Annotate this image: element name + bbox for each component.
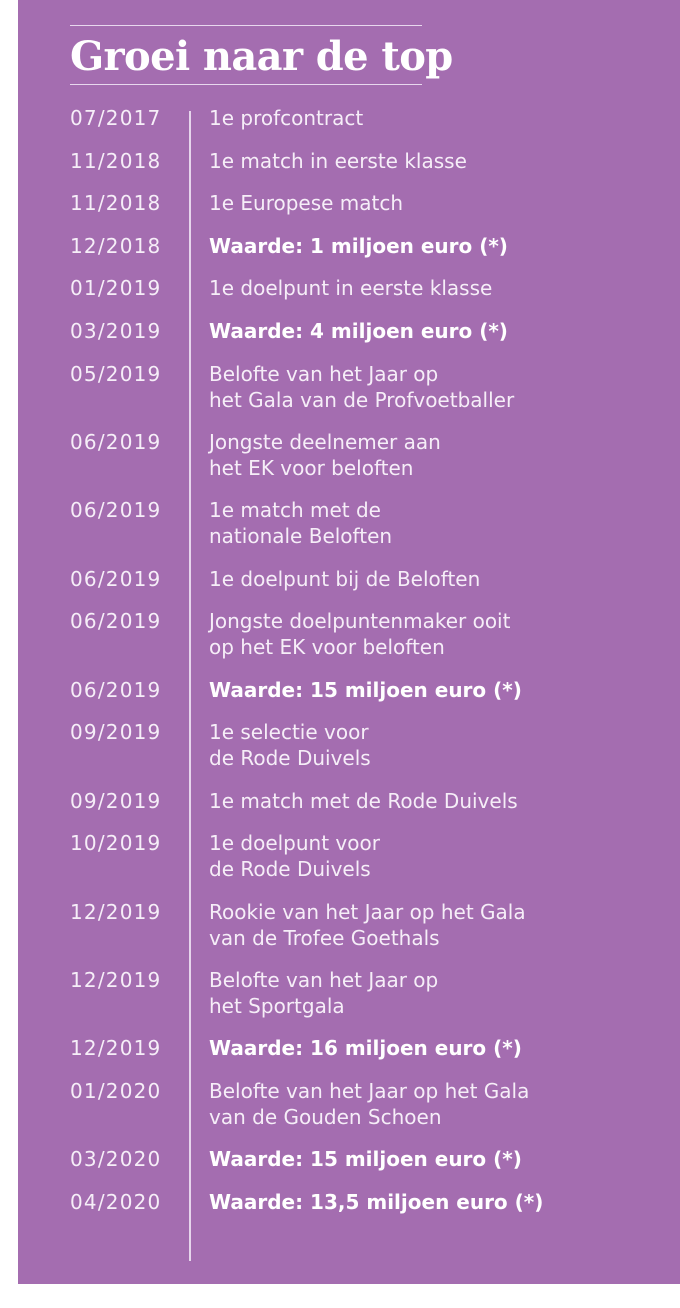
- timeline-entry: [18, 148, 680, 191]
- entry-date: 09/2019: [70, 720, 162, 745]
- timeline-entry: [18, 105, 680, 148]
- timeline-entry: [18, 677, 680, 720]
- entry-date: 06/2019: [70, 498, 162, 523]
- timeline-entry: [18, 361, 680, 429]
- timeline-panel: [18, 0, 680, 1284]
- entry-date: 06/2019: [70, 677, 162, 702]
- timeline-entry: [18, 788, 680, 831]
- timeline-entry: [18, 1078, 680, 1146]
- timeline-entry: [18, 1146, 680, 1189]
- timeline-entry: [18, 967, 680, 1035]
- timeline-entry: [18, 1035, 680, 1078]
- entry-milestone-text: Rookie van het Jaar op het Gala van de Trofee Goethals: [209, 899, 526, 950]
- page-title: Groei naar de top: [70, 33, 453, 80]
- entry-date: 12/2019: [70, 899, 162, 924]
- entry-milestone-text: 1e Europese match: [209, 191, 404, 216]
- timeline-entry: [18, 429, 680, 497]
- entry-value-text: Waarde: 15 miljoen euro (*): [209, 677, 522, 702]
- entry-date: 12/2019: [70, 968, 162, 993]
- entry-milestone-text: Belofte van het Jaar op het Gala van de Profvoetballer: [209, 361, 515, 412]
- entry-date: 01/2019: [70, 276, 162, 301]
- timeline-entry: [18, 830, 680, 898]
- timeline-entry: [18, 719, 680, 787]
- timeline-list: [18, 105, 680, 1232]
- entry-date: 01/2020: [70, 1079, 162, 1104]
- entry-date: 05/2019: [70, 361, 162, 386]
- timeline-entry: [18, 1189, 680, 1232]
- entry-value-text: Waarde: 15 miljoen euro (*): [209, 1147, 522, 1172]
- title-top-rule: [70, 25, 422, 26]
- entry-date: 03/2020: [70, 1147, 162, 1172]
- entry-milestone-text: 1e match in eerste klasse: [209, 148, 467, 173]
- timeline-entry: [18, 899, 680, 967]
- timeline-entry: [18, 497, 680, 565]
- timeline-entry: [18, 233, 680, 276]
- entry-value-text: Waarde: 1 miljoen euro (*): [209, 233, 508, 258]
- entry-value-text: Waarde: 13,5 miljoen euro (*): [209, 1190, 544, 1215]
- entry-milestone-text: Belofte van het Jaar op het Sportgala: [209, 968, 439, 1019]
- entry-date: 12/2018: [70, 233, 162, 258]
- title-bottom-rule: [70, 84, 422, 85]
- entry-milestone-text: 1e match met de Rode Duivels: [209, 788, 518, 813]
- timeline-entry: [18, 190, 680, 233]
- timeline-entry: [18, 318, 680, 361]
- entry-date: 11/2018: [70, 191, 162, 216]
- entry-milestone-text: 1e doelpunt voor de Rode Duivels: [209, 831, 380, 882]
- entry-date: 04/2020: [70, 1190, 162, 1215]
- entry-milestone-text: 1e selectie voor de Rode Duivels: [209, 720, 371, 771]
- timeline-entry: [18, 275, 680, 318]
- entry-date: 12/2019: [70, 1036, 162, 1061]
- entry-value-text: Waarde: 4 miljoen euro (*): [209, 318, 508, 343]
- entry-date: 09/2019: [70, 788, 162, 813]
- entry-date: 06/2019: [70, 609, 162, 634]
- entry-milestone-text: Belofte van het Jaar op het Gala van de Gouden Schoen: [209, 1079, 530, 1130]
- entry-milestone-text: Jongste deelnemer aan het EK voor beloften: [209, 429, 441, 480]
- entry-milestone-text: 1e match met de nationale Beloften: [209, 498, 393, 549]
- entry-date: 06/2019: [70, 429, 162, 454]
- entry-milestone-text: Jongste doelpuntenmaker ooit op het EK voor beloften: [209, 609, 511, 660]
- entry-date: 03/2019: [70, 318, 162, 343]
- entry-date: 06/2019: [70, 566, 162, 591]
- entry-milestone-text: 1e doelpunt in eerste klasse: [209, 276, 493, 301]
- timeline-entry: [18, 608, 680, 676]
- entry-date: 11/2018: [70, 148, 162, 173]
- entry-milestone-text: 1e profcontract: [209, 106, 364, 130]
- entry-value-text: Waarde: 16 miljoen euro (*): [209, 1036, 522, 1061]
- timeline-entry: [18, 566, 680, 609]
- entry-milestone-text: 1e doelpunt bij de Beloften: [209, 566, 481, 591]
- entry-date: 10/2019: [70, 831, 162, 856]
- entry-date: 07/2017: [70, 106, 162, 130]
